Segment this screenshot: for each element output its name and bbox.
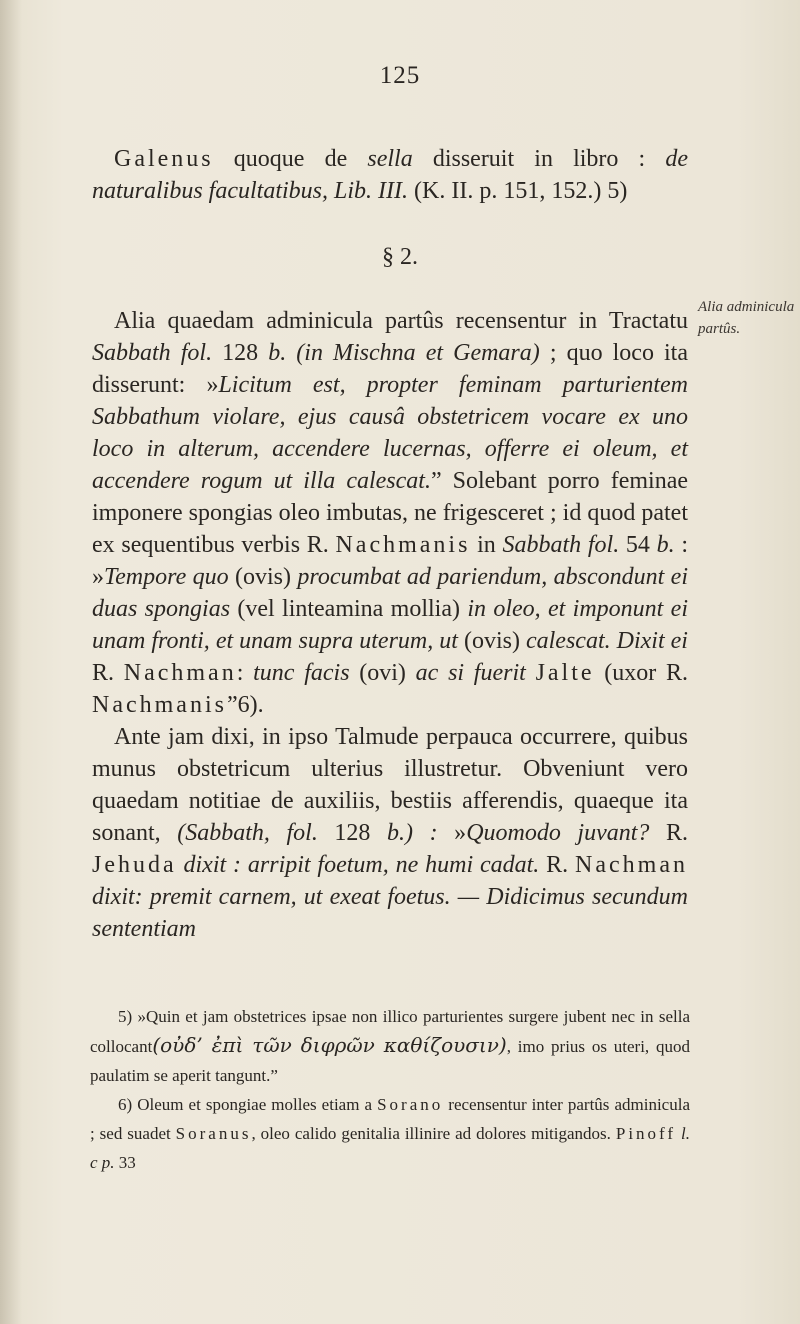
page-number: 125 — [379, 62, 421, 89]
person-name: Nachmanis — [335, 532, 471, 558]
quotation-aside: (ovi) — [349, 660, 416, 686]
paragraph-text: R. — [539, 852, 576, 878]
greek-phrase: (οὐδ’ ἐπὶ τῶν διφρῶν καθίζουσιν) — [152, 1033, 507, 1057]
paragraph-text: Ante jam dixi, in ipso Talmude perpauca occurrere, quibus munus obstetricum ulterius illustretur. Obveniunt vero quaedam notitiae de auxiliis, bestiis afferendis, quaeque ita sonant, — [92, 724, 688, 846]
person-name: Jehuda — [92, 852, 177, 878]
paragraph-talmud — [92, 721, 688, 945]
quotation: ac si fuerit — [415, 660, 526, 686]
paragraph-text: R. — [649, 820, 689, 846]
footnotes — [90, 1002, 690, 1177]
paragraph-text: R. — [92, 660, 124, 686]
paragraph-text — [526, 660, 536, 686]
footnote-text: recensentur inter partûs adminicula ; sed suadet — [90, 1095, 690, 1143]
paragraph-text: ; quo loco ita disserunt: » — [92, 340, 689, 398]
source-reference: Sabbath fol. — [502, 532, 620, 558]
person-name: Soranus — [175, 1124, 252, 1143]
person-name: Nachman — [123, 660, 237, 686]
quotation: Quomodo juvant? — [466, 820, 650, 846]
paragraph-adminicula — [92, 305, 688, 721]
footnote-text: , oleo calido genitalia illinire ad dolores mitigandos. — [251, 1124, 616, 1143]
footnote-6 — [90, 1090, 690, 1177]
folio-side: b. — [656, 532, 675, 558]
quotation: tunc facis — [253, 660, 350, 686]
paragraph-galenus — [92, 143, 688, 207]
reference-page: 33 — [114, 1153, 136, 1172]
paragraph-text: Solebant porro feminae imponere spongias oleo imbutas, ne frigesceret ; id quod patet ex sequentibus verbis R. — [92, 468, 689, 558]
footnote-5 — [90, 1002, 690, 1090]
paragraph-text: Alia quaedam adminicula partûs recensentur in Tractatu — [114, 308, 688, 334]
paragraph-text: (uxor R. — [594, 660, 689, 686]
folio-number: 128 — [212, 340, 269, 366]
person-name: Sorano — [377, 1095, 444, 1114]
folio-number: 128 — [317, 820, 388, 846]
work-title: sella — [367, 146, 413, 172]
quotation: calescat. Dixit ei — [525, 628, 688, 654]
footnote-text: , imo prius os uteri, quod paulatim se aperit tangunt.” — [90, 1037, 690, 1085]
citation: (K. II. p. 151, 152.) 5) — [408, 178, 628, 204]
margin-note: Alia adminicula partûs. — [698, 299, 795, 337]
work-title: de naturalibus facultatibus, Lib. III. — [92, 146, 688, 204]
quotation: dixit: premit carnem, ut exeat foetus. — Didicimus secundum sententiam — [92, 884, 688, 942]
quotation-aside: (ovis) — [228, 564, 298, 590]
paragraph-text — [177, 852, 184, 878]
quotation: Tempore quo — [104, 564, 229, 590]
quotation-aside: (ovis) — [457, 628, 526, 654]
paragraph-text: » — [437, 820, 467, 846]
footnote-text: 6) Oleum et spongiae molles etiam a — [118, 1095, 378, 1114]
person-name: Jalte — [535, 660, 595, 686]
paragraph-text: ”6). — [226, 692, 264, 718]
paragraph-text: : » — [92, 532, 688, 590]
quotation: in oleo, et imponunt ei unam fronti, et unam supra uterum, ut — [92, 596, 688, 654]
footnote-text: 5) »Quin et jam obstetrices ipsae non illico parturientes surgere jubent nec in sella collocant — [90, 1007, 690, 1056]
binding-shadow — [0, 0, 22, 1324]
person-name: Nachmanis — [92, 692, 227, 718]
person-name: Pinoff — [615, 1124, 677, 1143]
quotation-aside: (vel linteamina mollia) — [230, 596, 468, 622]
author-name: Galenus — [114, 146, 214, 172]
quotation: Licitum est, propter feminam parturientem Sabbathum violare, ejus causâ obstetricem vocare ex uno loco in alterum, accendere lucernas, offerre ei oleum, et accendere rogum ut illa calescat. — [92, 372, 689, 494]
main-text — [92, 305, 688, 945]
section-heading: § 2. — [382, 244, 418, 270]
quotation: procumbat ad pariendum, abscondunt ei duas spongias — [92, 564, 689, 622]
paragraph-text: : — [236, 660, 254, 686]
folio-number: 54 — [619, 532, 657, 558]
folio-side: b.) : — [387, 820, 438, 846]
source-reference: (Sabbath, fol. — [177, 820, 318, 846]
quotation: dixit : arripit foetum, ne humi cadat. — [183, 852, 540, 878]
paragraph-text: quoque de — [213, 146, 368, 172]
paragraph-text: disseruit in libro : — [412, 146, 666, 172]
source-note: (in Mischna et Gemara) — [286, 340, 540, 366]
paragraph-text: in — [470, 532, 503, 558]
source-reference: Sabbath fol. — [92, 340, 213, 366]
quote-close: ” — [430, 468, 442, 494]
reference: l. c p. — [90, 1124, 690, 1172]
person-name: Nachman — [575, 852, 688, 878]
folio-side: b. — [268, 340, 287, 366]
